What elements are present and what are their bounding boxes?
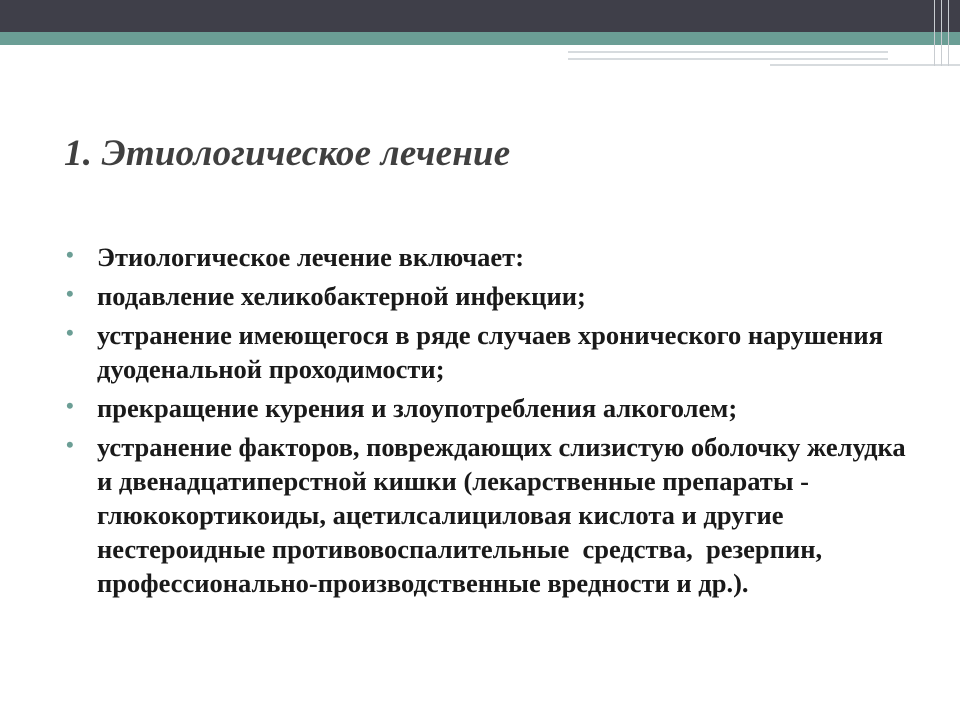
bullet-text: прекращение курения и злоупотребления алкоголем;: [97, 393, 738, 423]
bullet-dot-icon: •: [66, 320, 74, 345]
header-bar: [0, 0, 960, 32]
deco-vline: [934, 0, 935, 66]
bullet-text: подавление хеликобактерной инфекции;: [97, 281, 586, 311]
bullet-item: [66, 279, 926, 313]
bullet-item: [66, 240, 926, 274]
bullet-text: устранение имеющегося в ряде случаев хронического нарушения дуоденальной проходимости;: [97, 320, 890, 384]
bullet-list: [66, 240, 926, 605]
bullet-dot-icon: •: [66, 281, 74, 306]
bullet-item: [66, 430, 926, 600]
bullet-dot-icon: •: [66, 242, 74, 267]
bullet-item: [66, 318, 926, 386]
bullet-dot-icon: •: [66, 432, 74, 457]
deco-vline: [941, 0, 942, 66]
deco-vline: [948, 0, 949, 66]
bullet-text: устранение факторов, повреждающих слизистую оболочку желудка и двенадцатиперстной кишки (лекарственные препараты - глюкокортикоиды, ацетилсалициловая кислота и другие нестероидные противовоспалительные средства, резерпин, профессионально-производственные вредности и др.).: [97, 432, 913, 598]
deco-line: [568, 58, 888, 60]
deco-step: [568, 45, 960, 65]
slide-title: 1. Этиологическое лечение: [64, 133, 511, 174]
bullet-dot-icon: •: [66, 393, 74, 418]
deco-line: [568, 51, 888, 53]
accent-stripe: [0, 32, 960, 45]
bullet-text: Этиологическое лечение включает:: [97, 242, 525, 272]
deco-line: [770, 64, 960, 66]
bullet-item: [66, 391, 926, 425]
